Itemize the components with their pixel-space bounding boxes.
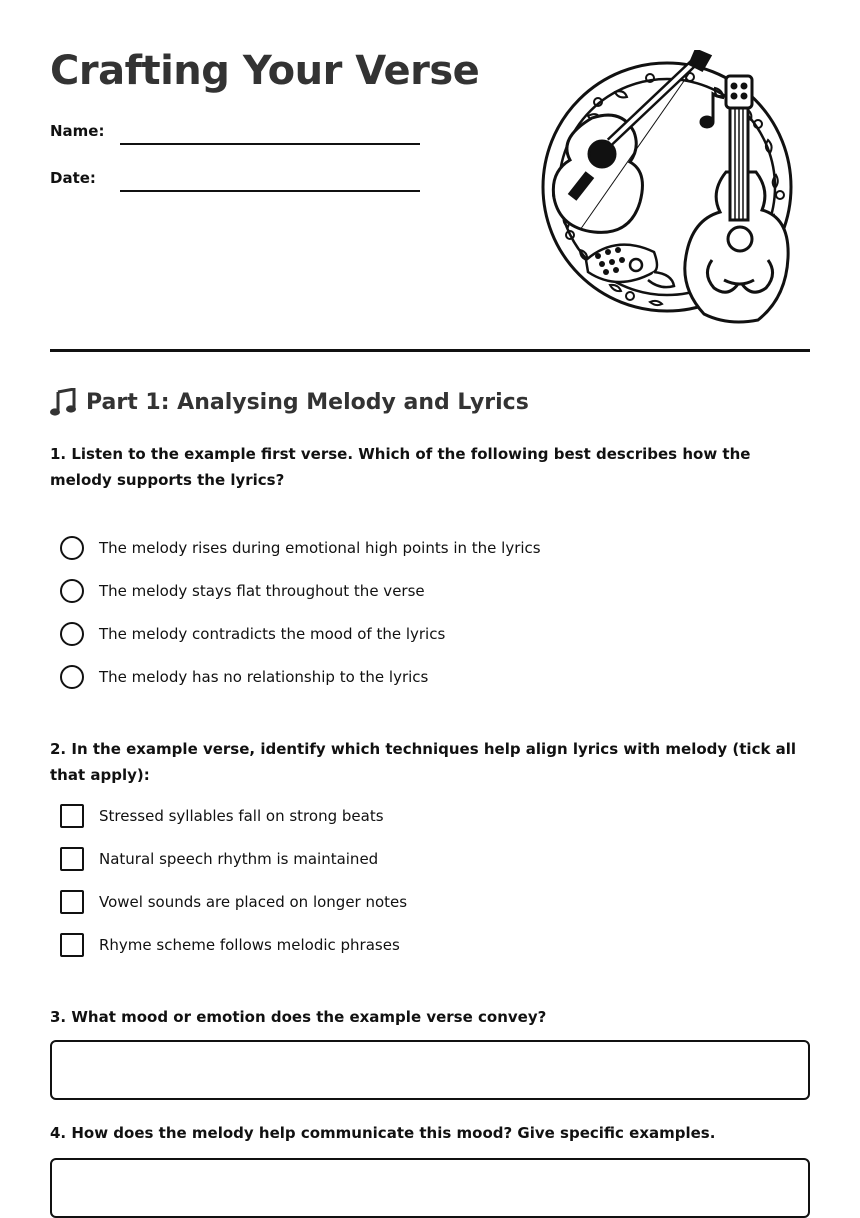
q2-option-4-label: Rhyme scheme follows melodic phrases (99, 936, 400, 954)
q1-option-2-label: The melody stays flat throughout the verse (99, 582, 425, 600)
q2-option-3[interactable] (60, 889, 407, 915)
q2-option-1[interactable] (60, 803, 384, 829)
page-title: Crafting Your Verse (50, 48, 480, 94)
question-3: 3. What mood or emotion does the example verse convey? (50, 1008, 547, 1026)
question-2: 2. In the example verse, identify which techniques help align lyrics with melody (tick all that apply): (50, 740, 797, 784)
name-label: Name: (50, 122, 105, 140)
q2-option-2[interactable] (60, 846, 378, 872)
question-4: 4. How does the melody help communicate this mood? Give specific examples. (50, 1124, 716, 1142)
q2-option-2-label: Natural speech rhythm is maintained (99, 850, 379, 868)
music-note-icon (50, 388, 76, 416)
q1-option-3-label: The melody contradicts the mood of the lyrics (99, 625, 446, 643)
q2-option-1-label: Stressed syllables fall on strong beats (99, 807, 384, 825)
checkbox[interactable] (60, 933, 84, 957)
q1-option-1[interactable] (60, 535, 541, 561)
guitar-emblem-icon (530, 50, 805, 325)
q2-option-3-label: Vowel sounds are placed on longer notes (99, 893, 408, 911)
checkbox[interactable] (60, 847, 84, 871)
question-1: 1. Listen to the example first verse. Which of the following best describes how the melody supports the lyrics? (50, 445, 751, 489)
radio-button[interactable] (60, 536, 84, 560)
radio-button[interactable] (60, 665, 84, 689)
radio-button[interactable] (60, 622, 84, 646)
q3-answer-box[interactable] (50, 1040, 810, 1100)
q1-option-4-label: The melody has no relationship to the lyrics (99, 668, 429, 686)
section-divider (50, 349, 810, 352)
checkbox[interactable] (60, 804, 84, 828)
part1-heading (50, 388, 529, 416)
date-label: Date: (50, 169, 96, 187)
q4-answer-box[interactable] (50, 1158, 810, 1218)
q1-option-3[interactable] (60, 621, 445, 647)
q1-option-4[interactable] (60, 664, 428, 690)
q1-option-1-label: The melody rises during emotional high points in the lyrics (99, 539, 541, 557)
q1-option-2[interactable] (60, 578, 425, 604)
part1-title: Part 1: Analysing Melody and Lyrics (86, 389, 529, 415)
q2-option-4[interactable] (60, 932, 400, 958)
radio-button[interactable] (60, 579, 84, 603)
name-field[interactable] (120, 143, 420, 145)
checkbox[interactable] (60, 890, 84, 914)
date-field[interactable] (120, 190, 420, 192)
